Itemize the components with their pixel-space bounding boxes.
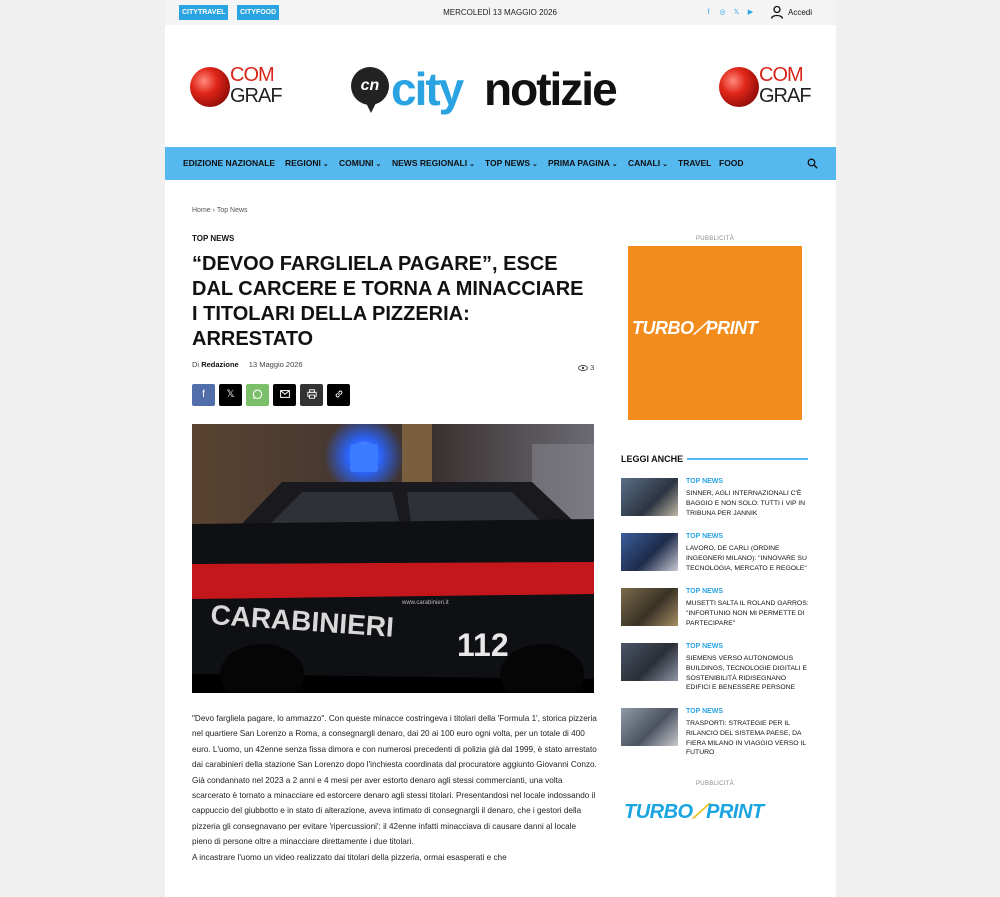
share-x-button[interactable] [219,384,242,406]
comgraf-text-bottom: GRAF [759,85,811,107]
page [165,0,836,897]
comgraf-ad-right[interactable] [719,64,814,110]
print-icon [307,389,317,399]
email-icon [280,390,290,398]
related-thumbnail[interactable] [621,708,678,746]
article-paragraph: A incastrare l'uomo un video realizzato dai titolari della pizzeria, ormai esasperati e che [192,852,507,862]
x-icon[interactable]: 𝕏 [733,9,740,16]
site-logo[interactable] [351,62,651,120]
nav-item-news-regionali[interactable] [392,147,475,181]
nav-item-food[interactable] [719,147,744,180]
breadcrumb-current[interactable]: Top News [216,207,248,214]
comgraf-text-top: COM [759,64,803,86]
youtube-icon[interactable]: ▶ [747,9,754,16]
chevron-down-icon: ⌄ [375,161,382,168]
article-byline [192,360,303,369]
view-count-value: 3 [590,363,595,372]
nav-item-label: FOOD [719,158,744,168]
related-title[interactable]: SIEMENS VERSO AUTONOMOUS BUILDINGS, TECNOLOGIE DIGITALI E SOSTENIBILITÀ RIDISEGNANO EDIFICI E BENESSERE PERSONE [686,655,807,692]
x-icon: 𝕏 [226,389,235,400]
login-link[interactable]: Accedi [788,8,813,17]
chevron-down-icon: ⌄ [532,161,538,168]
print-text: PRINT [705,318,758,338]
breadcrumb-separator: › [212,207,215,214]
leggi-anche-heading: LEGGI ANCHE [621,454,684,464]
user-icon[interactable] [770,5,784,19]
top-bar [165,0,836,25]
turboprint-ad-logo[interactable] [624,797,806,831]
nav-item-top-news[interactable] [485,147,538,181]
comgraf-text-bottom: GRAF [230,85,282,107]
author-link[interactable]: Redazione [201,360,239,369]
share-link-button[interactable] [327,384,350,406]
related-article[interactable] [621,643,811,692]
nav-item-canali[interactable] [628,147,668,181]
chevron-down-icon: ⌄ [662,161,668,168]
emergency-number: 112 [457,627,509,663]
article-paragraph: "Devo fargliela pagare, lo ammazzo". Con queste minacce costringeva i titolari della 'Formula 1', storica pizzeria nel quartiere San Lorenzo a Roma, a consegnargli denaro, dai 20 ai 100 euro ogni volta, per un totale di 400 euro. L'uomo, un 42enne senza fissa dimora e con numerosi precedenti di polizia già dal 1999, è stato arrestato dai carabinieri della stazione San Lorenzo dopo l'inchiesta coordinata dal procuratore aggiunto Giovanni Conzo. Già condannato nel 2023 a 2 anni e 4 mesi per aver estorto denaro agli stessi commercianti, una volta scarcerato è tornato a minacciare ed estorcere denaro agli stessi titolari. Presentandosi nel locale indossando il cappuccio del giubbotto e in stato di alterazione, aveva intimato di consegnargli il denaro, che i gestori della pizzeria gli consegnavano per evitare 'ripercussioni': il 42enne infatti minacciava di causare danni al locale pieno di persone oltre a minacciare direttamente i due titolari. [192,714,597,847]
main-nav [165,147,836,180]
related-title[interactable]: LAVORO, DE CARLI (ORDINE INGEGNERI MILANO): "INNOVARE SU TECNOLOGIA, MERCATO E REGOLE" [686,545,807,572]
related-title[interactable]: TRASPORTI: STRATEGIE PER IL RILANCIO DEL SISTEMA PAESE, DA FIERA MILANO IN VIAGGIO VERSO IL FUTURO [686,720,806,757]
turboprint-ad-banner[interactable] [628,246,802,420]
nav-item-label: COMUNI [339,158,374,168]
logo-city-text: city [391,63,463,115]
related-thumbnail[interactable] [621,643,678,681]
logo-badge: cn [351,67,389,105]
nav-item-label: NEWS REGIONALI [392,158,468,168]
facebook-icon[interactable]: f [707,9,710,16]
related-title[interactable]: MUSETTI SALTA IL ROLAND GARROS: "INFORTUNIO NON MI PERMETTE DI PARTECIPARE" [686,600,809,627]
article-date: 13 Maggio 2026 [248,360,303,369]
cityfood-chip[interactable]: CITYFOOD [237,5,279,20]
carabinieri-car-image [192,424,594,693]
share-print-button[interactable] [300,384,323,406]
search-icon[interactable] [807,158,818,169]
related-thumbnail[interactable] [621,588,678,626]
related-category[interactable]: TOP NEWS [686,588,724,595]
nav-item-travel[interactable] [678,147,711,180]
ad-label: PUBBLICITÀ [695,781,734,787]
nav-item-label: EDIZIONE NAZIONALE [183,158,276,168]
nav-item-label: PRIMA PAGINA [548,158,610,168]
feather-icon: ⟋ [693,318,706,338]
heading-underline [687,458,808,460]
comgraf-logo-ball [190,67,230,107]
nav-item-label: CANALI [628,158,661,168]
nav-item-label: TOP NEWS [485,158,531,168]
related-article[interactable] [621,533,811,573]
byline-prefix: Di [192,360,200,369]
related-category[interactable]: TOP NEWS [686,708,724,715]
nav-item-prima-pagina[interactable] [548,147,618,181]
related-article[interactable] [621,478,811,518]
breadcrumb-home[interactable]: Home [192,207,211,214]
facebook-icon: f [202,389,205,400]
eye-icon [578,365,588,371]
related-category[interactable]: TOP NEWS [686,478,724,485]
turboprint-logo [624,801,764,824]
nav-item-regioni[interactable] [285,147,329,181]
view-count [578,363,594,372]
turboprint-logo [632,318,757,339]
feather-icon: ⟋ [692,801,707,823]
comgraf-logo-ball [719,67,759,107]
share-whatsapp-button[interactable] [246,384,269,406]
comgraf-text-top: COM [230,64,274,86]
citytravel-chip[interactable]: CITYTRAVEL [179,5,228,20]
chevron-down-icon: ⌄ [611,161,618,168]
related-category[interactable]: TOP NEWS [686,533,724,540]
nav-item-label: TRAVEL [678,158,712,168]
turbo-text: TURBO [624,801,693,823]
comgraf-ad-left[interactable] [190,64,285,110]
article-title: “DEVOO FARGLIELA PAGARE”, ESCE DAL CARCERE E TORNA A MINACCIARE I TITOLARI DELLA PIZZERIA: ARRESTATO [192,253,584,350]
nav-item-comuni[interactable] [339,147,381,181]
related-category[interactable]: TOP NEWS [686,643,724,650]
chevron-down-icon: ⌄ [469,161,475,168]
nav-item-label: REGIONI [285,158,321,168]
current-date: MERCOLEDÌ 13 MAGGIO 2026 [443,8,557,17]
chevron-down-icon: ⌄ [322,161,329,168]
article-photo [192,424,594,693]
ad-label: PUBBLICITÀ [695,236,734,242]
print-text: PRINT [706,801,764,823]
share-facebook-button[interactable] [192,384,215,406]
turbo-text: TURBO [632,318,694,338]
article-body [192,711,597,865]
carabinieri-website: www.carabinieri.it [402,600,449,606]
nav-item-edizione-nazionale[interactable] [183,147,275,180]
breadcrumb [192,207,248,214]
related-thumbnail[interactable] [621,533,678,571]
related-thumbnail[interactable] [621,478,678,516]
article-category[interactable]: TOP NEWS [192,234,235,243]
logo-notizie-text: notizie [484,63,616,115]
link-icon [334,389,344,399]
carabinieri-lettering: CARABINIERI [209,599,395,643]
share-email-button[interactable] [273,384,296,406]
related-title[interactable]: SINNER, AGLI INTERNAZIONALI C'È BAGGIO E NON SOLO: TUTTI I VIP IN TRIBUNA PER JANNIK [686,490,806,517]
instagram-icon[interactable]: ◎ [719,9,726,16]
whatsapp-icon [252,389,263,400]
related-article[interactable] [621,708,811,757]
related-article[interactable] [621,588,811,628]
